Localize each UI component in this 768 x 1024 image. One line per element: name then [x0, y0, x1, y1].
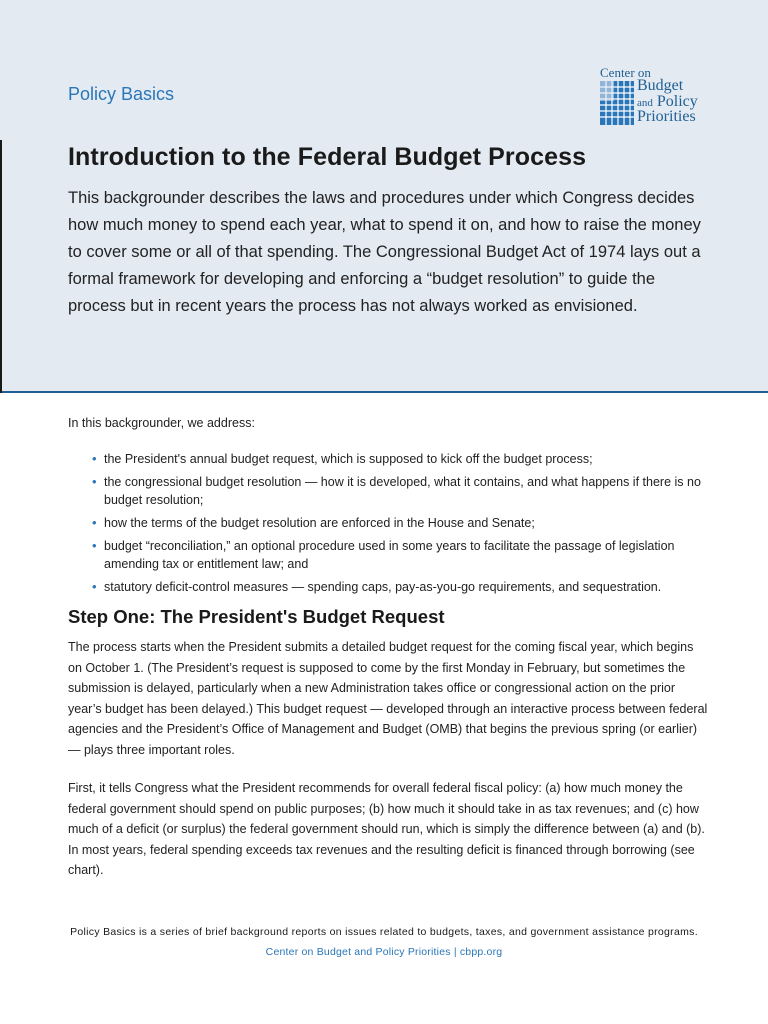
footer-note: Policy Basics is a series of brief background reports on issues related to budgets, taxes, and government assistance programs.: [70, 926, 698, 938]
bullet-icon: •: [92, 451, 97, 466]
list-item-text: budget “reconciliation,” an optional procedure used in some years to facilitate the passage of legislation amending tax or entitlement law; and: [104, 539, 675, 571]
lead-text: In this backgrounder, we address:: [68, 416, 255, 430]
list-item: [92, 514, 707, 532]
list-item-text: statutory deficit-control measures — spending caps, pay-as-you-go requirements, and sequestration.: [104, 580, 662, 594]
page-title: Introduction to the Federal Budget Process: [68, 143, 587, 171]
topic-list: [92, 450, 707, 601]
series-label: Policy Basics: [68, 84, 175, 104]
logo-line-4: Priorities: [637, 108, 696, 125]
intro-paragraph: This backgrounder describes the laws and procedures under which Congress decides how much money to spend each year, what to spend it on, and how to raise the money to cover some or all of that spending. The Congressional Budget Act of 1974 lays out a formal framework for developing and enforcing a “budget resolution” to guide the process but in recent years the process has not always worked as envisioned.: [68, 189, 701, 315]
logo-line-1: Center on: [600, 65, 651, 80]
footer-link[interactable]: Center on Budget and Policy Priorities | cbpp.org: [265, 946, 503, 958]
list-item-text: the congressional budget resolution — how it is developed, what it contains, and what happens if there is no budget resolution;: [104, 475, 701, 507]
list-item-text: how the terms of the budget resolution are enforced in the House and Senate;: [104, 516, 535, 530]
list-item: [92, 473, 707, 509]
body-paragraph-2: First, it tells Congress what the President recommends for overall federal fiscal policy: (a) how much money the federal government should spend on public purposes; (b) how much it should take in as tax revenues; and (c) how much of a deficit (or surplus) the federal government should run, which is simply the difference between (a) and (b). In most years, federal spending exceeds tax revenues and the resulting deficit is financed through borrowing (see chart).: [68, 781, 705, 878]
list-item-text: the President's annual budget request, which is supposed to kick off the budget process;: [104, 452, 593, 466]
section-heading: Step One: The President's Budget Request: [68, 606, 445, 627]
list-item: [92, 578, 707, 596]
logo-grid-icon: [600, 81, 634, 125]
cbpp-logo[interactable]: [600, 66, 710, 128]
bullet-icon: •: [92, 538, 97, 553]
list-item: [92, 450, 707, 468]
logo-policy: Policy: [656, 93, 698, 110]
body-paragraph-1: The process starts when the President submits a detailed budget request for the coming fiscal year, which begins on October 1. (The President’s request is supposed to come by the first Monday in February, but sometimes the submission is delayed, particularly when a new Administration takes office or congressional action on the prior year’s budget has been delayed.) This budget request — developed through an interactive process between federal agencies and the President’s Office of Management and Budget (OMB) that begins the previous spring (or earlier) — plays three important roles.: [68, 640, 708, 757]
bullet-icon: •: [92, 579, 97, 594]
logo-line-2: Budget: [637, 77, 684, 94]
left-rule: [0, 140, 2, 393]
bullet-icon: •: [92, 515, 97, 530]
bullet-icon: •: [92, 474, 97, 489]
logo-and: and: [637, 97, 653, 109]
list-item: [92, 537, 707, 573]
